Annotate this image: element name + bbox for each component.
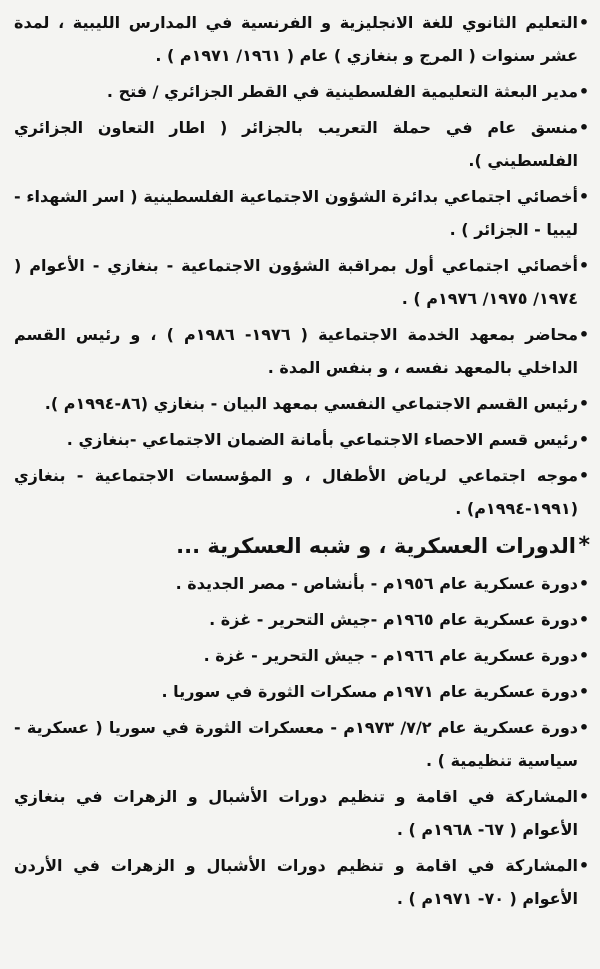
list-item-text: التعليم الثانوي للغة الانجليزية و الفرنسية في المدارس الليبية ، لمدة عشر سنوات ( المرج و بنغازي ) عام ( ١٩٦١/ ١٩٧١م ) . [14, 13, 578, 65]
list-item [14, 711, 590, 777]
list-item-text: موجه اجتماعي لرياض الأطفال ، و المؤسسات الاجتماعية - بنغازي (١٩٩١-١٩٩٤م) . [14, 466, 578, 518]
list-item [14, 6, 590, 72]
list-item [14, 423, 590, 456]
bullet: • [578, 787, 590, 806]
bullet: • [578, 118, 590, 137]
list-item-text: منسق عام في حملة التعريب بالجزائر ( اطار التعاون الجزائري الفلسطيني ). [14, 118, 578, 170]
list-item-text: محاضر بمعهد الخدمة الاجتماعية ( ١٩٧٦- ١٩٨٦م ) ، و رئيس القسم الداخلي بالمعهد نفسه ، و بنفس المدة . [14, 325, 578, 377]
bullet: • [578, 187, 590, 206]
list-item [14, 387, 590, 420]
list-item [14, 111, 590, 177]
list-item-text: دورة عسكرية عام ٧/٢/ ١٩٧٣م - معسكرات الثورة في سوريا ( عسكرية - سياسية تنظيمية ) . [14, 718, 578, 770]
bullet: • [578, 325, 590, 344]
list-item-text: رئيس قسم الاحصاء الاجتماعي بأمانة الضمان الاجتماعي -بنغازي . [66, 430, 578, 449]
list-item [14, 567, 590, 600]
bullet: • [578, 430, 590, 449]
heading-star: * [578, 533, 590, 558]
list-item [14, 780, 590, 846]
section-heading [14, 531, 590, 561]
list-item [14, 249, 590, 315]
bullet: • [578, 82, 590, 101]
list-item-text: المشاركة في اقامة و تنظيم دورات الأشبال و الزهرات في الأردن الأعوام ( ٧٠- ١٩٧١م ) . [14, 856, 578, 908]
list-item-text: دورة عسكرية عام ١٩٦٥م -جيش التحرير - غزة . [209, 610, 578, 629]
list-item-text: أخصائي اجتماعي بدائرة الشؤون الاجتماعية الفلسطينية ( اسر الشهداء - ليبيا - الجزائر ) . [14, 187, 578, 239]
list-item [14, 639, 590, 672]
list-item [14, 603, 590, 636]
list-item-text: المشاركة في اقامة و تنظيم دورات الأشبال و الزهرات في بنغازي الأعوام ( ٦٧- ١٩٦٨م ) . [14, 787, 578, 839]
bullet: • [578, 682, 590, 701]
list-item [14, 180, 590, 246]
bullet: • [578, 856, 590, 875]
list-item [14, 459, 590, 525]
bullet: • [578, 574, 590, 593]
list-item [14, 675, 590, 708]
list-item-text: دورة عسكرية عام ١٩٧١م مسكرات الثورة في سوريا . [161, 682, 578, 701]
list-item [14, 75, 590, 108]
list-item-text: دورة عسكرية عام ١٩٥٦م - بأنشاص - مصر الجديدة . [175, 574, 578, 593]
list-item-text: مدير البعثة التعليمية الفلسطينية في القطر الجزائري / فتح . [106, 82, 578, 101]
bullet: • [578, 610, 590, 629]
list-item-text: أخصائي اجتماعي أول بمراقبة الشؤون الاجتماعية - بنغازي - الأعوام ( ١٩٧٤/ ١٩٧٥/ ١٩٧٦م ) . [14, 256, 578, 308]
bullet: • [578, 718, 590, 737]
bullet: • [578, 256, 590, 275]
section-heading-text: الدورات العسكرية ، و شبه العسكرية ... [176, 534, 576, 558]
bullet: • [578, 394, 590, 413]
list-item-text: دورة عسكرية عام ١٩٦٦م - جيش التحرير - غزة . [203, 646, 578, 665]
bullet: • [578, 646, 590, 665]
bullet: • [578, 13, 590, 32]
list-item [14, 318, 590, 384]
bullet: • [578, 466, 590, 485]
list-item [14, 849, 590, 915]
list-item-text: رئيس القسم الاجتماعي النفسي بمعهد البيان - بنغازي (٨٦-١٩٩٤م ). [44, 394, 578, 413]
